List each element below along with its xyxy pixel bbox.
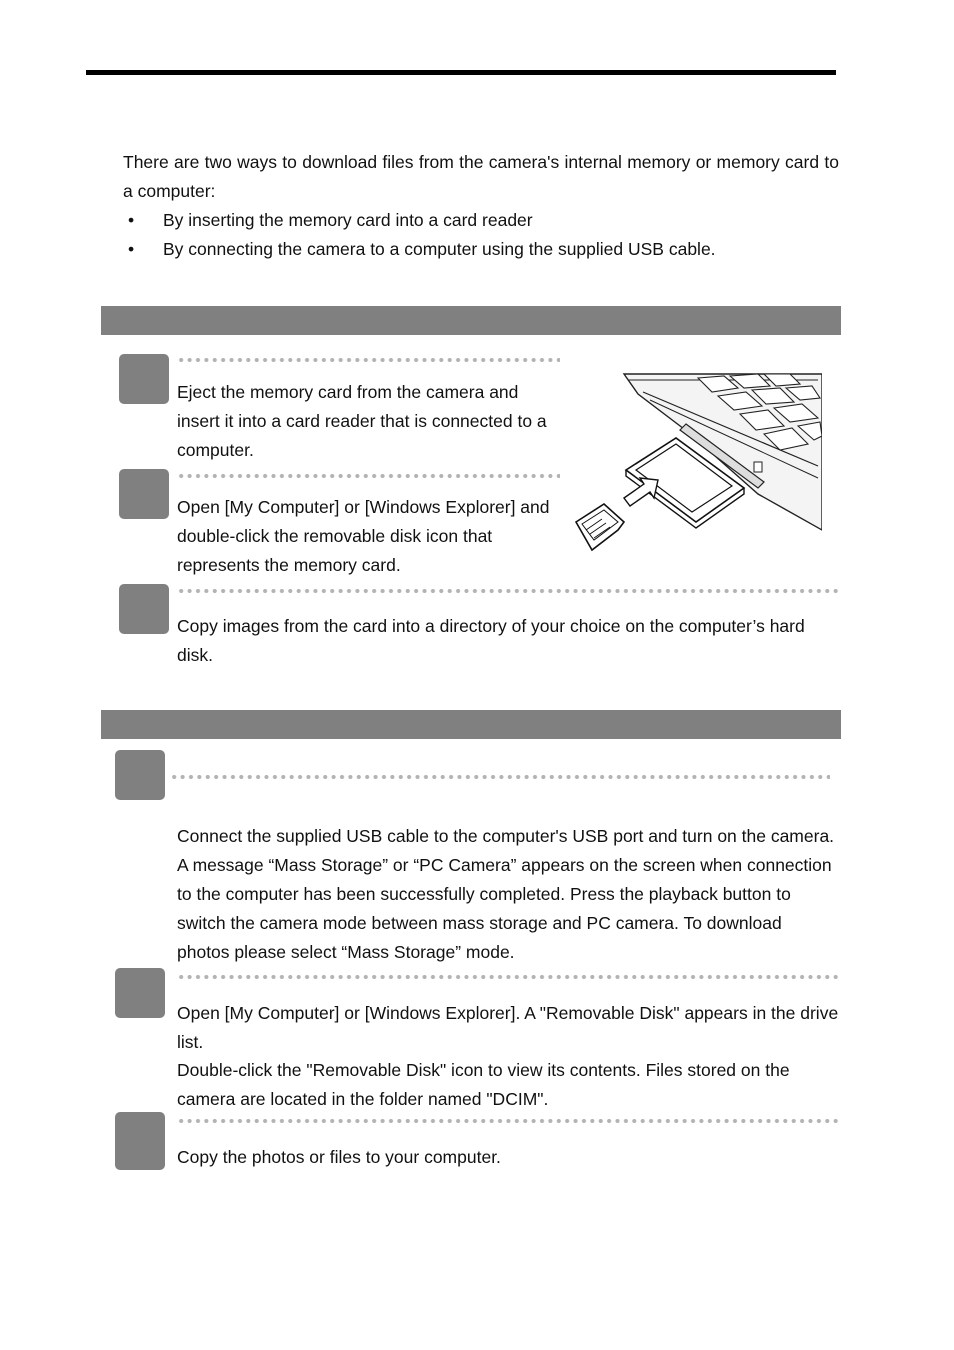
list-item bbox=[123, 235, 839, 264]
bullet-icon: • bbox=[128, 210, 135, 230]
step-text-2-continued: Double-click the "Removable Disk" icon to view its contents. Files stored on the camera are located in the folder named "DCIM". bbox=[177, 1060, 790, 1109]
step-text-2: Open [My Computer] or [Windows Explorer]. A "Removable Disk" appears in the drive list. bbox=[177, 1003, 839, 1052]
dotted-divider bbox=[177, 473, 560, 479]
bullet-text: By connecting the camera to a computer using the supplied USB cable. bbox=[163, 239, 716, 259]
method-list bbox=[123, 206, 839, 264]
bullet-text: By inserting the memory card into a card reader bbox=[163, 210, 533, 230]
section-header-usb bbox=[101, 710, 841, 739]
step-marker-3 bbox=[115, 1112, 165, 1170]
dotted-divider bbox=[170, 774, 830, 780]
step-marker-2 bbox=[119, 469, 169, 519]
step-text-1: Eject the memory card from the camera and insert it into a card reader that is connected to a computer. bbox=[177, 382, 547, 460]
step-text-2: Open [My Computer] or [Windows Explorer] and double-click the removable disk icon that represents the memory card. bbox=[177, 497, 550, 575]
step-marker-3 bbox=[119, 584, 169, 634]
card-reader-illustration bbox=[568, 370, 822, 558]
dotted-divider bbox=[177, 1118, 839, 1124]
header-rule bbox=[86, 70, 836, 75]
list-item bbox=[123, 206, 839, 235]
dotted-divider bbox=[177, 357, 560, 363]
step-text-1: Connect the supplied USB cable to the computer's USB port and turn on the camera. A message “Mass Storage” or “PC Camera” appears on the screen when connection to the computer has been successfully completed. Press the playback button to switch the camera mode between mass storage and PC camera. To download photos please select “Mass Storage” mode. bbox=[177, 826, 835, 962]
section-header-card-reader bbox=[101, 306, 841, 335]
step-text-3: Copy images from the card into a directory of your choice on the computer’s hard disk. bbox=[177, 616, 805, 665]
step-marker-1 bbox=[115, 750, 165, 800]
step-marker-1 bbox=[119, 354, 169, 404]
intro-paragraph: There are two ways to download files from the camera's internal memory or memory card to a computer: bbox=[123, 152, 839, 201]
dotted-divider bbox=[177, 588, 839, 594]
step-text-3: Copy the photos or files to your computer. bbox=[177, 1147, 501, 1167]
step-marker-2 bbox=[115, 968, 165, 1018]
bullet-icon: • bbox=[128, 239, 135, 259]
dotted-divider bbox=[177, 974, 839, 980]
